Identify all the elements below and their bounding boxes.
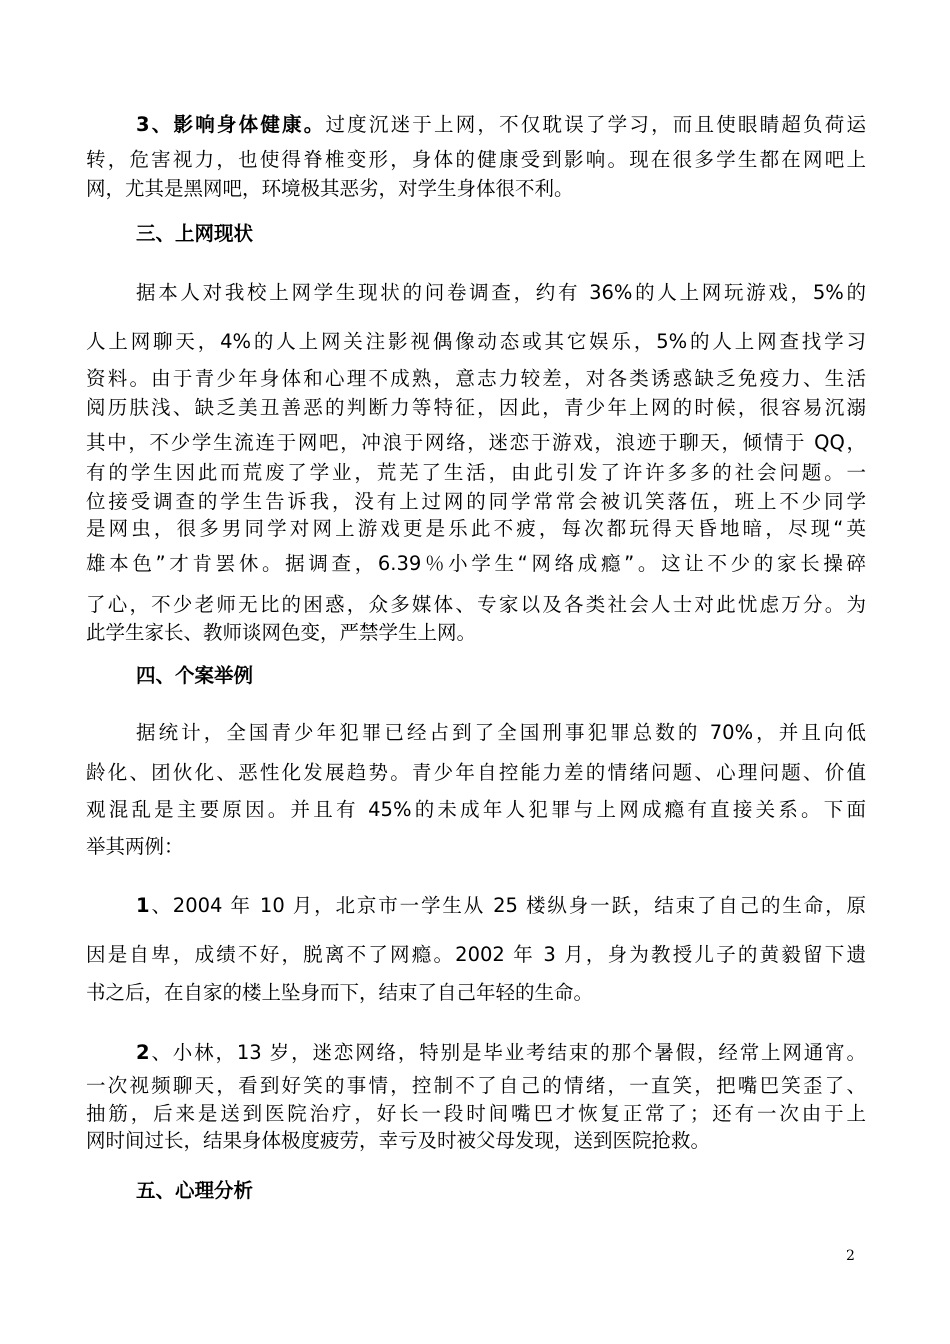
paragraph-line: 人上网聊天，4%的人上网关注影视偶像动态或其它娱乐，5%的人上网查找学习 [86, 330, 866, 353]
paragraph-line: 其中，不少学生流连于网吧，冲浪于网络，迷恋于游戏，浪迹于聊天，倾情于 QQ， [86, 431, 866, 454]
paragraph-line: 因是自卑，成绩不好，脱离不了网瘾。2002 年 3 月，身为教授儿子的黄毅留下遗 [86, 943, 866, 966]
section-heading: 四、个案举例 [136, 664, 254, 687]
paragraph-line: 书之后，在自家的楼上坠身而下，结束了自己年轻的生命。 [86, 981, 594, 1004]
paragraph-line: 网，尤其是黑网吧，环境极其恶劣，对学生身体很不利。 [86, 177, 574, 200]
paragraph-line: 抽筋，后来是送到医院治疗，好长一段时间嘴巴才恢复正常了；还有一次由于上 [86, 1102, 866, 1125]
text-span: 过度沉迷于上网，不仅耽误了学习，而且使眼睛超负荷运 [325, 113, 866, 136]
item-lead: 3、影响身体健康。 [136, 113, 326, 136]
page-number: 2 [846, 1248, 855, 1264]
item-lead: 1 [136, 894, 150, 917]
paragraph-line: 了心，不少老师无比的困惑，众多媒体、专家以及各类社会人士对此忧虑万分。为 [86, 593, 866, 616]
paragraph-line: 举其两例： [86, 835, 184, 858]
paragraph-line: 雄本色”才肯罢休。据调查，6.39％小学生“网络成瘾”。这让不少的家长操碎 [86, 552, 866, 575]
paragraph-line: 此学生家长、教师谈网色变，严禁学生上网。 [86, 621, 477, 644]
text-span: 、小林，13 岁，迷恋网络，特别是毕业考结束的那个暑假，经常上网通宵。 [149, 1041, 866, 1064]
section-heading: 三、上网现状 [136, 222, 254, 245]
paragraph-line: 龄化、团伙化、恶性化发展趋势。青少年自控能力差的情绪问题、心理问题、价值 [86, 761, 866, 784]
paragraph-line: 是网虫，很多男同学对网上游戏更是乐此不疲，每次都玩得天昏地暗，尽现“英 [86, 517, 866, 540]
paragraph-line: 网时间过长，结果身体极度疲劳，幸亏及时被父母发现，送到医院抢救。 [86, 1129, 711, 1152]
paragraph-line: 有的学生因此而荒废了学业，荒芜了生活，由此引发了许许多多的社会问题。一 [86, 461, 866, 484]
paragraph-line: 转，危害视力，也使得脊椎变形，身体的健康受到影响。现在很多学生都在网吧上 [86, 148, 866, 171]
paragraph-line [136, 112, 866, 138]
paragraph-line: 据统计，全国青少年犯罪已经占到了全国刑事犯罪总数的 70%，并且向低 [136, 721, 866, 744]
paragraph-line [136, 893, 866, 919]
text-span: 、2004 年 10 月，北京市一学生从 25 楼纵身一跃，结束了自己的生命，原 [149, 894, 866, 917]
paragraph-line: 一次视频聊天，看到好笑的事情，控制不了自己的情绪，一直笑，把嘴巴笑歪了、 [86, 1074, 866, 1097]
section-heading: 五、心理分析 [136, 1179, 254, 1202]
paragraph-line: 资料。由于青少年身体和心理不成熟，意志力较差，对各类诱惑缺乏免疫力、生活 [86, 367, 866, 390]
paragraph-line: 位接受调查的学生告诉我，没有上过网的同学常常会被讥笑落伍，班上不少同学 [86, 490, 866, 513]
paragraph-line [136, 1040, 866, 1066]
paragraph-line: 观混乱是主要原因。并且有 45%的未成年人犯罪与上网成瘾有直接关系。下面 [86, 798, 866, 821]
item-lead: 2 [136, 1041, 150, 1064]
paragraph-line: 据本人对我校上网学生现状的问卷调查，约有 36%的人上网玩游戏，5%的 [136, 281, 866, 304]
paragraph-line: 阅历肤浅、缺乏美丑善恶的判断力等特征，因此，青少年上网的时候，很容易沉溺 [86, 396, 866, 419]
